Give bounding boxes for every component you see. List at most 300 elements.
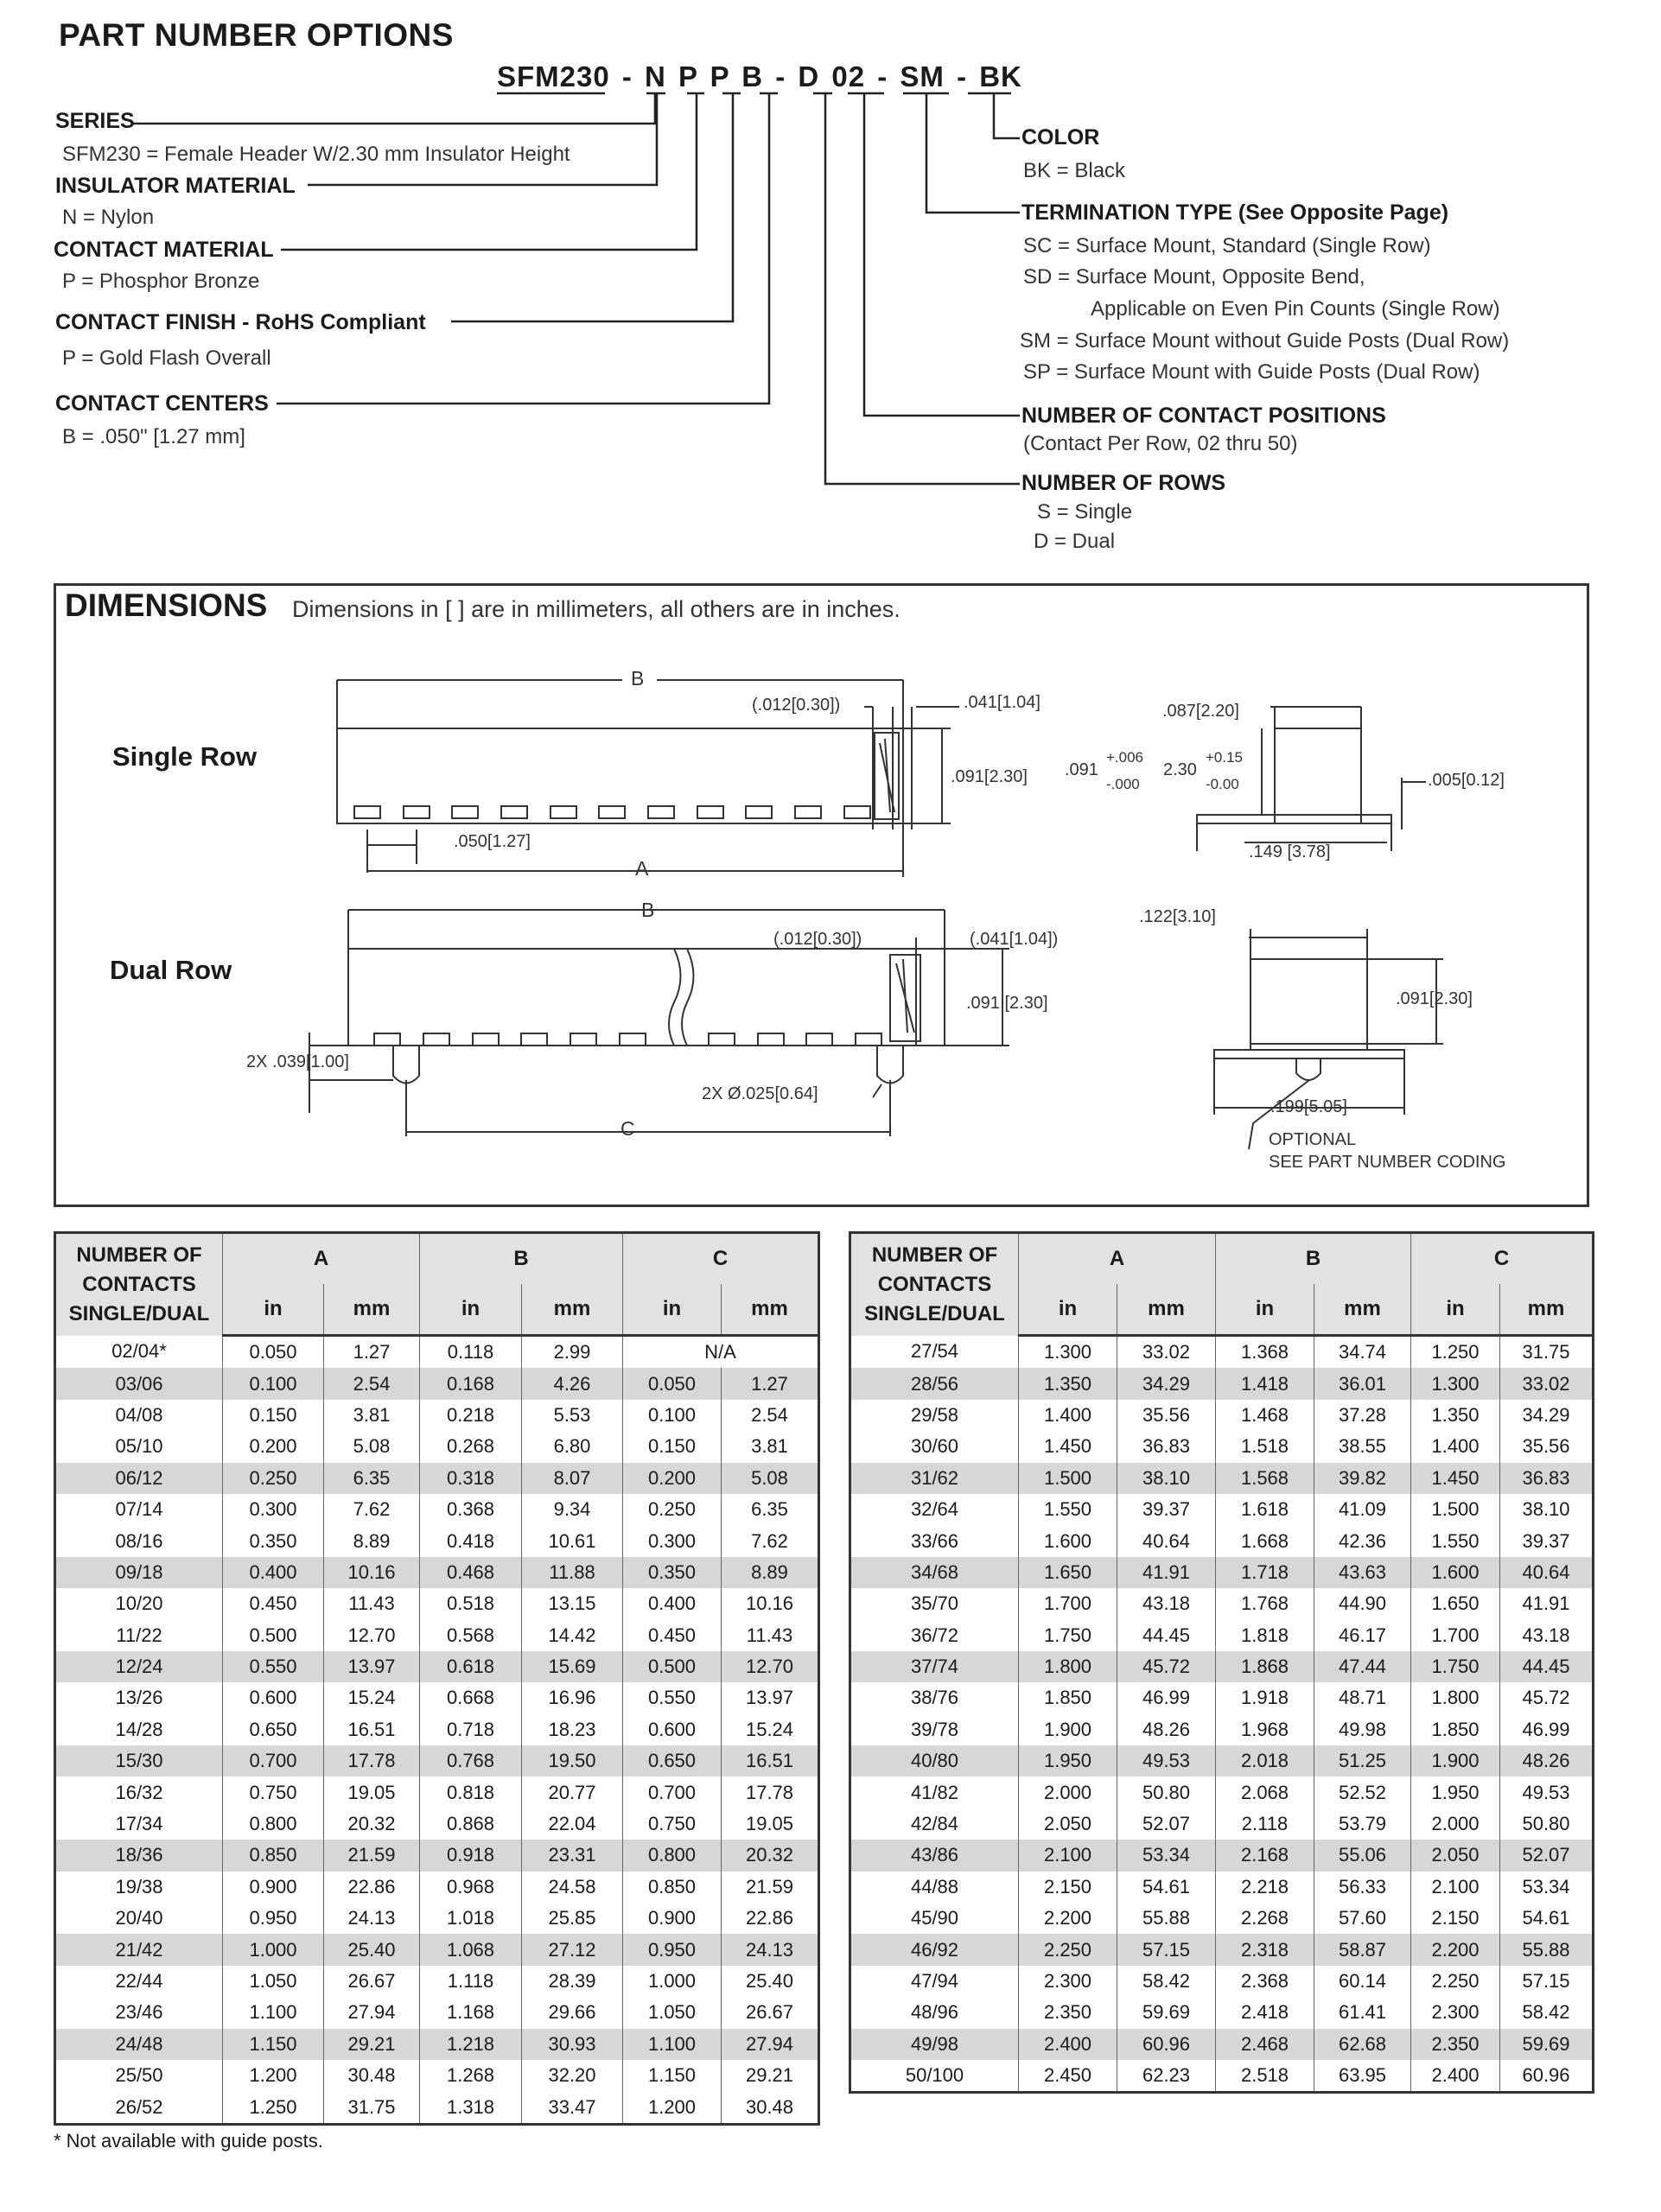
table-cell: 0.650 [223,1714,324,1745]
table-cell: 0.418 [420,1525,522,1556]
table-cell: 0.900 [623,1903,722,1934]
table-cell: 50/100 [850,2060,1019,2093]
table-cell: 52.52 [1314,1777,1411,1808]
table-row [55,1588,819,1619]
table-cell: 5.08 [722,1463,819,1494]
table-cell: 63.95 [1314,2060,1411,2093]
table-cell: 50.80 [1500,1808,1594,1840]
table-cell: 44.90 [1314,1588,1411,1619]
dual-dim-d1: (.012[0.30]) [773,930,862,949]
table-cell: 1.650 [1019,1557,1117,1588]
table-cell: 3.81 [722,1431,819,1462]
table-cell: 31/62 [850,1463,1019,1494]
option-positions-label: NUMBER OF CONTACT POSITIONS [1021,404,1386,428]
header-b: B [1216,1233,1411,1285]
option-color-label: COLOR [1021,125,1100,149]
table-cell: 54.61 [1117,1872,1216,1903]
table-cell: 41.91 [1500,1588,1594,1619]
table-row [850,1620,1594,1651]
table-cell: 59.69 [1500,2029,1594,2060]
table-cell: 18/36 [55,1840,223,1871]
table-cell: 2.468 [1216,2029,1314,2060]
table-cell: 2.100 [1411,1872,1500,1903]
dual-dim-c: C [620,1117,635,1140]
table-cell: 05/10 [55,1431,223,1462]
table-cell: 52.07 [1117,1808,1216,1840]
table-row [850,1588,1594,1619]
table-row [55,1368,819,1399]
table-cell: 1.050 [223,1966,324,1997]
table-cell: 1.200 [623,2091,722,2124]
table-cell: 2.400 [1019,2029,1117,2060]
table-cell: 1.27 [722,1368,819,1399]
table-cell: 48.26 [1500,1745,1594,1777]
option-series-label: SERIES [55,109,135,133]
table-cell: 08/16 [55,1525,223,1556]
table-cell: 27.94 [324,1997,420,2028]
dual-row-front-view [309,910,1009,1136]
table-cell: 03/06 [55,1368,223,1399]
table-cell: 25/50 [55,2060,223,2091]
table-cell: 26/52 [55,2091,223,2124]
table-cell: 1.900 [1411,1745,1500,1777]
table-row [850,1400,1594,1431]
single-side-mm: 2.30 [1163,760,1197,779]
table-cell: 1.250 [223,2091,324,2124]
table-cell: 62.23 [1117,2060,1216,2093]
dual-row-label: Dual Row [110,955,232,985]
table-cell: 14.42 [522,1620,623,1651]
option-positions-value: (Contact Per Row, 02 thru 50) [1023,432,1298,455]
table-cell: 0.300 [223,1494,324,1525]
table-cell: 2.000 [1019,1777,1117,1808]
table-cell: 0.500 [223,1620,324,1651]
table-cell: 1.350 [1019,1368,1117,1399]
table-cell: 33.47 [522,2091,623,2124]
table-cell: 1.000 [623,1966,722,1997]
table-row [55,1494,819,1525]
table-row [55,1966,819,1997]
table-cell: 2.400 [1411,2060,1500,2093]
option-contact-centers-value: B = .050" [1.27 mm] [62,425,245,448]
table-cell: 1.500 [1411,1494,1500,1525]
table-cell: 0.368 [420,1494,522,1525]
table-cell: 39.37 [1117,1494,1216,1525]
table-cell: 0.150 [223,1400,324,1431]
header-number-of-contacts: NUMBER OF CONTACTS SINGLE/DUAL [55,1233,223,1336]
single-side-right: .005[0.12] [1428,771,1505,790]
header-a: A [223,1233,420,1285]
table-cell: 29.21 [324,2029,420,2060]
table-cell: 6.80 [522,1431,623,1462]
header-b-mm: mm [1314,1284,1411,1336]
table-cell: 53.34 [1117,1840,1216,1871]
table-cell: 20/40 [55,1903,223,1934]
table-row [55,2029,819,2060]
table-cell: 21/42 [55,1934,223,1965]
option-contact-centers-label: CONTACT CENTERS [55,391,269,416]
table-cell: 0.700 [223,1745,324,1777]
dimensions-title: DIMENSIONS [65,588,268,623]
table-cell: 1.000 [223,1934,324,1965]
single-row-front-view [337,680,959,877]
table-cell: 0.750 [623,1808,722,1840]
table-cell: 0.400 [223,1557,324,1588]
table-cell: 2.99 [522,1336,623,1369]
table-cell: 41.09 [1314,1494,1411,1525]
table-cell: 0.900 [223,1872,324,1903]
table-cell: 2.54 [324,1368,420,1399]
option-color-value: BK = Black [1023,159,1126,182]
table-cell: 58.87 [1314,1934,1411,1965]
table-cell: 2.318 [1216,1934,1314,1965]
single-side-h: .091 [1065,760,1098,779]
table-row [55,1872,819,1903]
table-cell: 43.18 [1500,1620,1594,1651]
table-cell: 07/14 [55,1494,223,1525]
table-cell-na: N/A [623,1336,819,1369]
table-row [55,1336,819,1369]
header-number-of-contacts: NUMBER OF CONTACTS SINGLE/DUAL [850,1233,1019,1336]
table-cell: 45/90 [850,1903,1019,1934]
table-cell: 2.300 [1019,1966,1117,1997]
table-cell: 32.20 [522,2060,623,2091]
table-cell: 25.40 [324,1934,420,1965]
table-cell: 0.918 [420,1840,522,1871]
table-cell: 34/68 [850,1557,1019,1588]
table-cell: 4.26 [522,1368,623,1399]
table-cell: 45.72 [1117,1651,1216,1682]
table-cell: 31.75 [1500,1336,1594,1369]
single-side-top: .087[2.20] [1162,702,1239,721]
option-insulator-value: N = Nylon [62,206,155,229]
table-cell: 33/66 [850,1525,1019,1556]
table-cell: 10/20 [55,1588,223,1619]
table-cell: 0.618 [420,1651,522,1682]
table-cell: 49.98 [1314,1714,1411,1745]
option-contact-finish-value: P = Gold Flash Overall [62,346,271,370]
table-cell: 1.850 [1019,1682,1117,1713]
table-cell: 1.300 [1019,1336,1117,1369]
table-cell: 26.67 [722,1997,819,2028]
table-cell: 13.15 [522,1588,623,1619]
table-row [55,1557,819,1588]
table-row [850,1934,1594,1965]
table-cell: 1.318 [420,2091,522,2124]
table-cell: 8.07 [522,1463,623,1494]
table-row [850,1997,1594,2028]
table-cell: 0.100 [623,1400,722,1431]
table-cell: 1.050 [623,1997,722,2028]
table-cell: 2.218 [1216,1872,1314,1903]
table-cell: 16.96 [522,1682,623,1713]
table-cell: 44.45 [1500,1651,1594,1682]
table-cell: 50.80 [1117,1777,1216,1808]
dual-optional-2: SEE PART NUMBER CODING [1269,1153,1506,1172]
table-cell: 5.53 [522,1400,623,1431]
table-cell: 42.36 [1314,1525,1411,1556]
table-cell: 39.37 [1500,1525,1594,1556]
single-row-label: Single Row [112,741,258,772]
table-cell: 1.800 [1411,1682,1500,1713]
table-cell: 3.81 [324,1400,420,1431]
table-cell: 0.968 [420,1872,522,1903]
single-dim-b: B [631,667,645,690]
table-cell: 2.150 [1411,1903,1500,1934]
option-contact-material-value: P = Phosphor Bronze [62,270,260,293]
table-cell: 0.050 [623,1368,722,1399]
table-cell: 0.400 [623,1588,722,1619]
table-cell: 2.418 [1216,1997,1314,2028]
part-number-code: SFM230 - N P P B - D 02 - SM - BK [497,60,1022,92]
table-row [55,1808,819,1840]
table-cell: 0.600 [623,1714,722,1745]
option-termination-sd-note: Applicable on Even Pin Counts (Single Row) [1091,297,1500,321]
table-cell: 1.150 [223,2029,324,2060]
option-rows-single: S = Single [1037,500,1133,524]
table-row [850,1872,1594,1903]
table-cell: 29/58 [850,1400,1019,1431]
table-cell: 06/12 [55,1463,223,1494]
table-cell: 1.168 [420,1997,522,2028]
table-cell: 31.75 [324,2091,420,2124]
table-cell: 12.70 [324,1620,420,1651]
table-cell: 10.16 [324,1557,420,1588]
table-cell: 43.18 [1117,1588,1216,1619]
table-cell: 38.10 [1117,1463,1216,1494]
table-cell: 51.25 [1314,1745,1411,1777]
table-cell: 57.60 [1314,1903,1411,1934]
option-rows-label: NUMBER OF ROWS [1021,471,1226,495]
table-cell: 15.24 [722,1714,819,1745]
table-cell: 25.85 [522,1903,623,1934]
table-cell: 1.200 [223,2060,324,2091]
table-cell: 1.350 [1411,1400,1500,1431]
table-cell: 2.268 [1216,1903,1314,1934]
table-cell: 12/24 [55,1651,223,1682]
table-row [850,1651,1594,1682]
header-b: B [420,1233,623,1285]
table-cell: 59.69 [1117,1997,1216,2028]
table-row [55,1431,819,1462]
table-cell: 1.900 [1019,1714,1117,1745]
table-cell: 41/82 [850,1777,1019,1808]
header-c: C [1411,1233,1594,1285]
table-cell: 2.118 [1216,1808,1314,1840]
table-cell: 1.400 [1411,1431,1500,1462]
table-cell: 45.72 [1500,1682,1594,1713]
table-cell: 23.31 [522,1840,623,1871]
table-row [850,1714,1594,1745]
table-row [55,1525,819,1556]
table-cell: 1.800 [1019,1651,1117,1682]
table-cell: 34.29 [1117,1368,1216,1399]
table-cell: 0.768 [420,1745,522,1777]
table-cell: 22/44 [55,1966,223,1997]
table-cell: 54.61 [1500,1903,1594,1934]
table-cell: 0.500 [623,1651,722,1682]
table-cell: 1.250 [1411,1336,1500,1369]
table-cell: 0.550 [223,1651,324,1682]
table-cell: 22.86 [324,1872,420,1903]
table-cell: 48.26 [1117,1714,1216,1745]
table-cell: 0.868 [420,1808,522,1840]
table-cell: 16.51 [324,1714,420,1745]
table-cell: 28/56 [850,1368,1019,1399]
table-cell: 18.23 [522,1714,623,1745]
table-cell: 0.050 [223,1336,324,1369]
table-cell: 39/78 [850,1714,1019,1745]
table-cell: 0.250 [623,1494,722,1525]
table-cell: 58.42 [1117,1966,1216,1997]
table-cell: 35/70 [850,1588,1019,1619]
table-row [55,1463,819,1494]
table-cell: 1.950 [1019,1745,1117,1777]
table-cell: 49/98 [850,2029,1019,2060]
table-cell: 1.700 [1411,1620,1500,1651]
table-cell: 17/34 [55,1808,223,1840]
dual-optional-1: OPTIONAL [1269,1130,1357,1149]
table-cell: 46.99 [1500,1714,1594,1745]
table-cell: 1.150 [623,2060,722,2091]
table-cell: 30/60 [850,1431,1019,1462]
option-termination-sp: SP = Surface Mount with Guide Posts (Dual Row) [1023,360,1480,384]
table-cell: 0.200 [623,1463,722,1494]
dimension-table-right [849,1231,1594,2094]
table-cell: 6.35 [722,1494,819,1525]
table-cell: 28.39 [522,1966,623,1997]
table-cell: 35.56 [1117,1400,1216,1431]
table-cell: 20.77 [522,1777,623,1808]
table-row [55,1714,819,1745]
table-cell: 26.67 [324,1966,420,1997]
table-cell: 30.93 [522,2029,623,2060]
table-cell: 1.368 [1216,1336,1314,1369]
table-row [55,1620,819,1651]
table-cell: 2.250 [1411,1966,1500,1997]
single-side-mm-minus: -0.00 [1206,776,1239,792]
table-row [850,1966,1594,1997]
header-c-in: in [623,1284,722,1336]
table-cell: 40.64 [1500,1557,1594,1588]
table-cell: 2.018 [1216,1745,1314,1777]
table-cell: 15.69 [522,1651,623,1682]
table-cell: 1.27 [324,1336,420,1369]
table-cell: 0.950 [223,1903,324,1934]
table-cell: 0.568 [420,1620,522,1651]
table-row [850,1808,1594,1840]
table-cell: 38.10 [1500,1494,1594,1525]
table-cell: 1.100 [623,2029,722,2060]
dual-dim-d2: (.041[1.04]) [970,930,1059,949]
table-row [55,2091,819,2124]
table-cell: 0.650 [623,1745,722,1777]
table-cell: 2.068 [1216,1777,1314,1808]
table-cell: 19.50 [522,1745,623,1777]
table-cell: 30.48 [324,2060,420,2091]
table-row [850,2029,1594,2060]
header-a-mm: mm [324,1284,420,1336]
table-cell: 57.15 [1117,1934,1216,1965]
table-cell: 2.368 [1216,1966,1314,1997]
header-a-mm: mm [1117,1284,1216,1336]
table-cell: 24/48 [55,2029,223,2060]
table-row [850,1368,1594,1399]
table-cell: 36.01 [1314,1368,1411,1399]
table-cell: 20.32 [324,1808,420,1840]
table-cell: 0.518 [420,1588,522,1619]
table-row [55,1777,819,1808]
table-cell: 21.59 [324,1840,420,1871]
table-cell: 0.100 [223,1368,324,1399]
table-cell: 17.78 [722,1777,819,1808]
single-side-mm-plus: +0.15 [1206,749,1244,766]
table-cell: 53.79 [1314,1808,1411,1840]
table-cell: 1.450 [1019,1431,1117,1462]
table-cell: 1.918 [1216,1682,1314,1713]
table-cell: 0.118 [420,1336,522,1369]
table-cell: 37.28 [1314,1400,1411,1431]
option-rows-dual: D = Dual [1034,530,1116,553]
table-cell: 36.83 [1500,1463,1594,1494]
table-cell: 0.668 [420,1682,522,1713]
table-cell: 40.64 [1117,1525,1216,1556]
table-cell: 2.54 [722,1400,819,1431]
table-cell: 1.618 [1216,1494,1314,1525]
table-cell: 1.568 [1216,1463,1314,1494]
table-cell: 16/32 [55,1777,223,1808]
table-cell: 14/28 [55,1714,223,1745]
table-row [850,1494,1594,1525]
table-cell: 1.968 [1216,1714,1314,1745]
single-dim-pitch: .050[1.27] [454,832,531,851]
table-cell: 34.74 [1314,1336,1411,1369]
table-cell: 0.600 [223,1682,324,1713]
option-termination-label: TERMINATION TYPE (See Opposite Page) [1021,200,1449,225]
table-cell: 60.96 [1117,2029,1216,2060]
table-cell: 17.78 [324,1745,420,1777]
single-side-bottom: .149 [3.78] [1249,842,1331,861]
table-cell: 1.750 [1411,1651,1500,1682]
table-cell: 0.750 [223,1777,324,1808]
table-cell: 2.300 [1411,1997,1500,2028]
table-cell: 0.468 [420,1557,522,1588]
single-dim-a: A [635,857,649,880]
table-cell: 0.800 [623,1840,722,1871]
table-cell: 35.56 [1500,1431,1594,1462]
table-row [850,1903,1594,1934]
table-cell: 0.350 [223,1525,324,1556]
header-c-mm: mm [1500,1284,1594,1336]
table-row [850,1336,1594,1369]
table-cell: 11.43 [324,1588,420,1619]
table-cell: 21.59 [722,1872,819,1903]
table-cell: 10.16 [722,1588,819,1619]
table-cell: 0.300 [623,1525,722,1556]
table-cell: 47/94 [850,1966,1019,1997]
table-cell: 30.48 [722,2091,819,2124]
table-cell: 10.61 [522,1525,623,1556]
table-cell: 2.350 [1019,1997,1117,2028]
table-cell: 2.250 [1019,1934,1117,1965]
table-cell: 7.62 [324,1494,420,1525]
table-cell: 9.34 [522,1494,623,1525]
table-cell: 38.55 [1314,1431,1411,1462]
table-cell: 33.02 [1117,1336,1216,1369]
table-cell: 1.450 [1411,1463,1500,1494]
table-cell: 1.768 [1216,1588,1314,1619]
table-row [850,1745,1594,1777]
